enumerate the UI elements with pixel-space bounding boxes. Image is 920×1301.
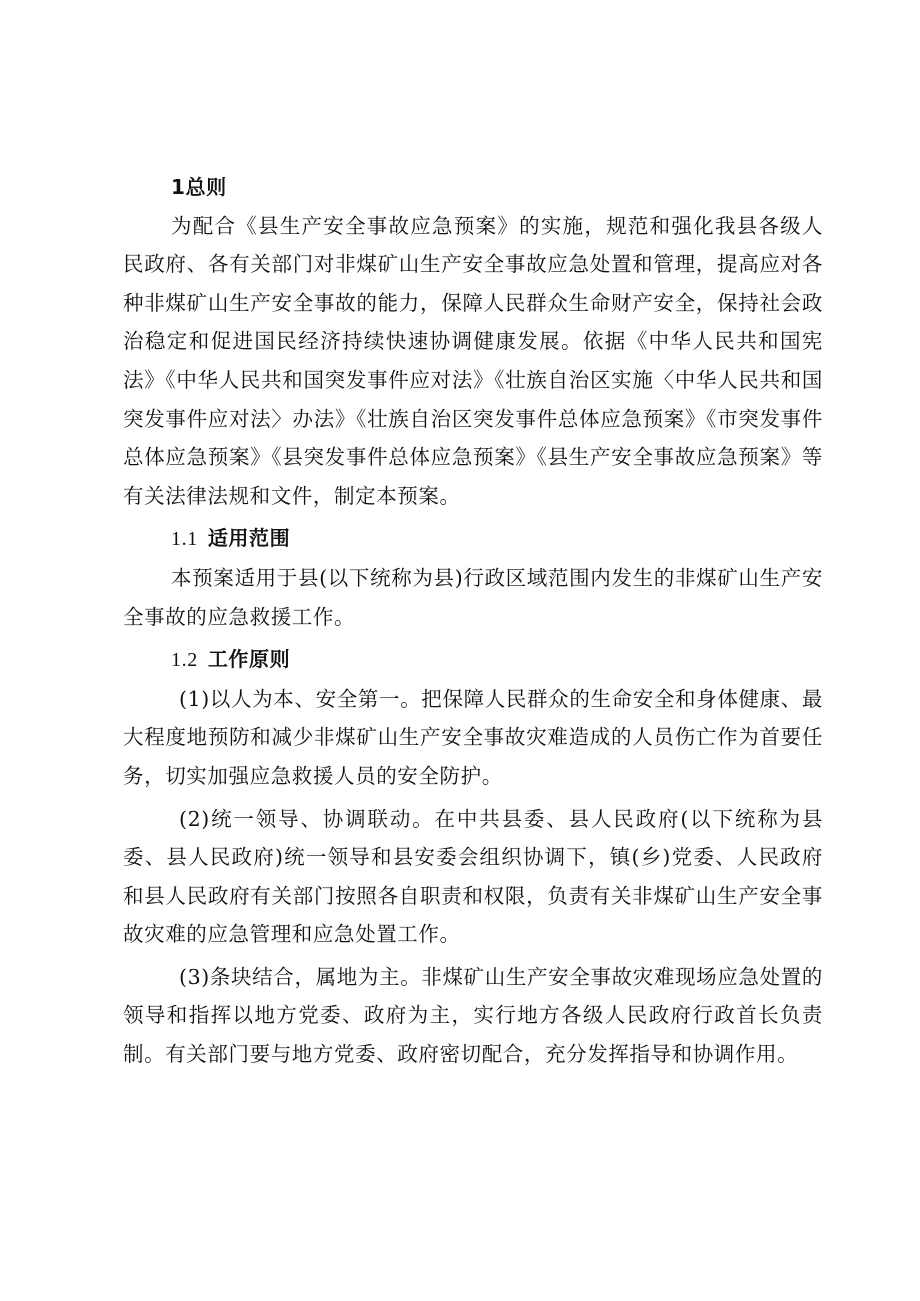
section-heading-principles	[123, 640, 823, 680]
section-heading-general-text: 1总则	[171, 175, 227, 199]
section-title-scope: 适用范围	[207, 526, 291, 551]
section-heading-scope	[123, 519, 823, 559]
section-number-principles: 1.2	[171, 649, 198, 672]
scope-paragraph: 本预案适用于县(以下统称为县)行政区域范围内发生的非煤矿山生产安全事故的应急救援工作。	[123, 565, 823, 629]
section-number-scope: 1.1	[171, 528, 198, 551]
principle-item-3: (3)条块结合，属地为主。非煤矿山生产安全事故灾难现场应急处置的领导和指挥以地方党委、政府为主，实行地方各级人民政府行政首长负责制。有关部门要与地方党委、政府密切配合，充分发挥指导和协调作用。	[123, 964, 823, 1067]
document-body	[123, 168, 823, 1074]
section-heading-general	[123, 168, 823, 207]
principle-item-1: (1)以人为本、安全第一。把保障人民群众的生命安全和身体健康、最大程度地预防和减少非煤矿山生产安全事故灾难造成的人员伤亡作为首要任务，切实加强应急救援人员的安全防护。	[123, 686, 823, 788]
principle-item-2: (2)统一领导、协调联动。在中共县委、县人民政府(以下统称为县委、县人民政府)统一领导和县安委会组织协调下，镇(乡)党委、人民政府和县人民政府有关部门按照各自职责和权限，负责有关非煤矿山生产安全事故灾难的应急管理和应急处置工作。	[123, 806, 823, 947]
general-paragraph: 为配合《县生产安全事故应急预案》的实施，规范和强化我县各级人民政府、各有关部门对非煤矿山生产安全事故应急处置和管理，提高应对各种非煤矿山生产安全事故的能力，保障人民群众生命财产安全，保持社会政治稳定和促进国民经济持续快速协调健康发展。依据《中华人民共和国宪法》《中华人民共和国突发事件应对法》《壮族自治区实施〈中华人民共和国突发事件应对法〉办法》《壮族自治区突发事件总体应急预案》《市突发事件总体应急预案》《县突发事件总体应急预案》《县生产安全事故应急预案》等有关法律法规和文件，制定本预案。	[123, 213, 823, 508]
section-title-principles: 工作原则	[207, 647, 291, 672]
